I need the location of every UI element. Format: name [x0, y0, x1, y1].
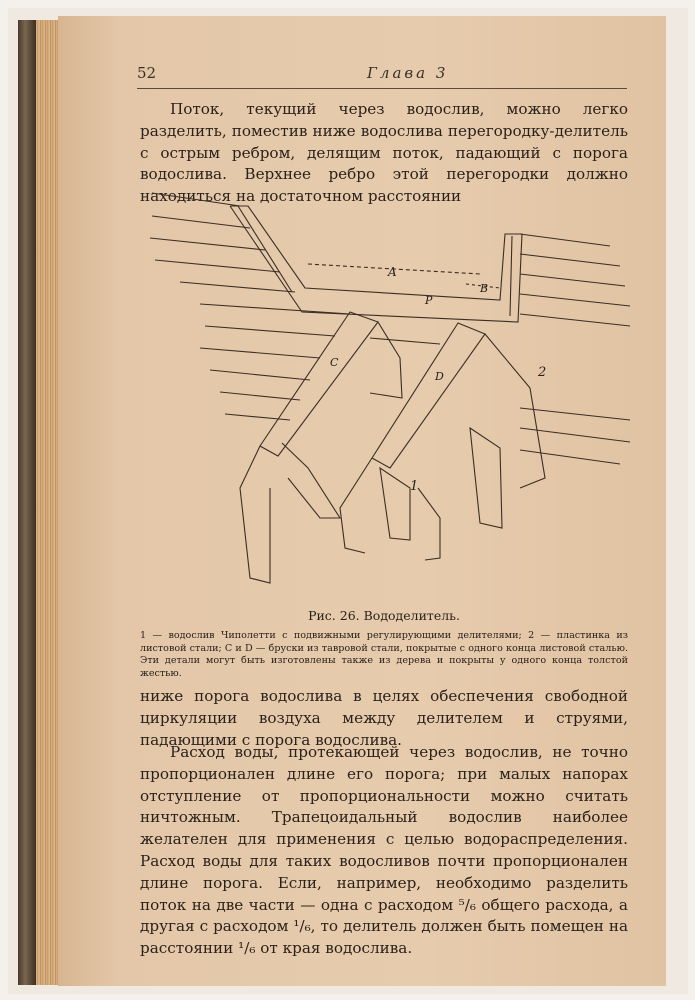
label-a: A — [388, 265, 397, 279]
label-d: D — [435, 370, 444, 383]
page-edges — [36, 20, 58, 985]
chapter-title: Глава 3 — [367, 64, 449, 82]
paragraph-top: Поток, текущий через водослив, можно легко разделить, поместив ниже водослива перегородку-делитель с острым ребром, делящим поток, падающий с порога водослива. Верхнее ребро этой перегородки должно находиться на достаточном расстоянии — [140, 100, 628, 206]
paragraph-bottom-1: ниже порога водослива в целях обеспечения свободной циркуляции воздуха между делителем и струями, падающими с порога водослива. — [140, 687, 628, 749]
book-spine — [18, 20, 36, 985]
label-b: B — [480, 282, 489, 295]
running-header — [137, 62, 627, 89]
label-1: 1 — [410, 479, 419, 494]
figure-legend: 1 — водослив Чиполетти с подвижными регулирующими делителями; 2 — пластинка из листовой стали; C и D — бруски из тавровой стали, покрытые с одного конца листовой сталью. Эти детали могут быть изготовлены также из дерева и покрыты у одного конца толстой жестью. — [140, 630, 628, 679]
paragraph-bottom-2: Расход воды, протекающей через водослив, не точно пропорционален длине его порога; при малых напорах отступление от пропорциональности можно считать ничтожным. Трапецоидальный водослив наиболее желателен для применения с целью водораспределения. Расход воды для таких водосливов почти пропорционален длине порога. Если, например, необходимо разделить поток на две части — одна с расходом ⁵/₆ общего расхода, а другая с расходом ¹/₆, то делитель должен быть помещен на расстоянии ¹/₆ от края водослива. — [140, 743, 628, 958]
label-c: C — [330, 356, 339, 369]
label-p: P — [425, 294, 433, 307]
page-number: 52 — [137, 64, 157, 82]
weir-divider-drawing — [140, 188, 640, 600]
figure-caption: Рис. 26. Вододелитель. — [308, 608, 460, 623]
label-2: 2 — [538, 365, 547, 380]
